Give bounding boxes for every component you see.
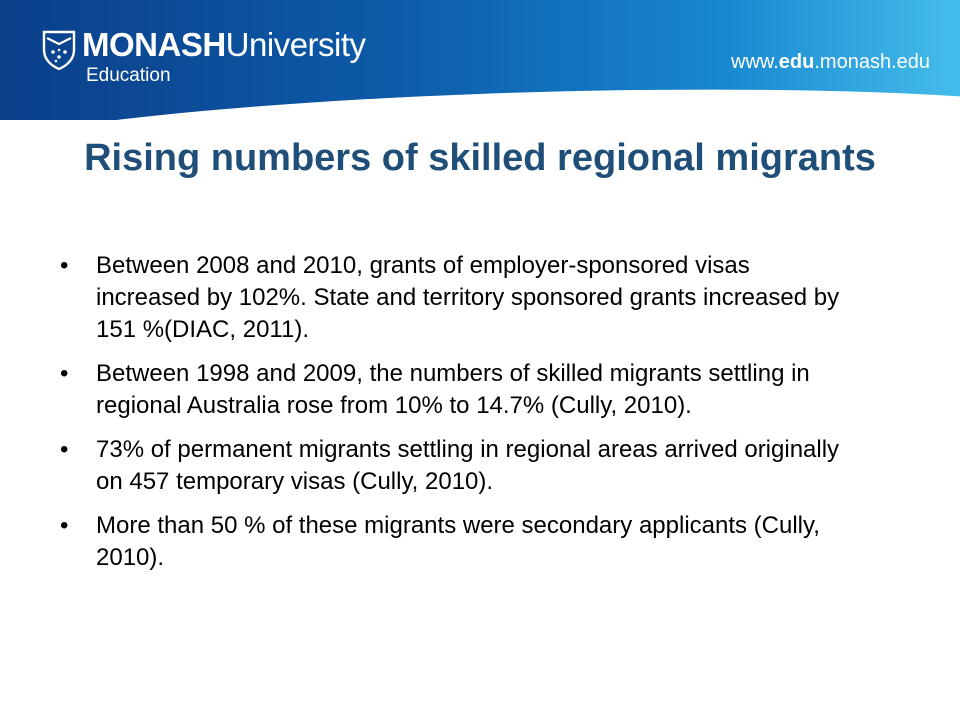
slide-title: Rising numbers of skilled regional migrants (84, 137, 876, 179)
monash-crest-icon (42, 30, 76, 70)
bullet-text: Between 1998 and 2009, the numbers of skilled migrants settling in regional Australia rose from 10% to 14.7% (Cully, 2010). (96, 360, 810, 419)
bullet-marker: • (60, 512, 69, 539)
header-banner (0, 0, 960, 120)
website-suffix: .monash.edu (814, 51, 930, 73)
brand-name-light: University (225, 26, 366, 63)
brand-name-bold: MONASH (82, 26, 226, 63)
bullet-marker: • (60, 436, 69, 463)
bullet-item (58, 358, 848, 422)
website-domain-bold: edu (778, 51, 815, 73)
bullet-item (58, 510, 848, 574)
faculty-name: Education (86, 65, 171, 86)
bullet-text: 73% of permanent migrants settling in regional areas arrived originally on 457 temporary visas (Cully, 2010). (96, 436, 840, 495)
website-prefix: www. (731, 51, 779, 73)
bullet-marker: • (60, 252, 69, 279)
website-link[interactable] (731, 50, 930, 74)
bullet-list (58, 250, 848, 586)
bullet-item (58, 434, 848, 498)
bullet-marker: • (60, 360, 69, 387)
brand-name (82, 26, 366, 64)
bullet-text: Between 2008 and 2010, grants of employer-sponsored visas increased by 102%. State and territory sponsored grants increased by 151 %(DIAC, 2011). (96, 252, 840, 343)
bullet-text: More than 50 % of these migrants were secondary applicants (Cully, 2010). (96, 512, 820, 571)
bullet-item (58, 250, 848, 346)
